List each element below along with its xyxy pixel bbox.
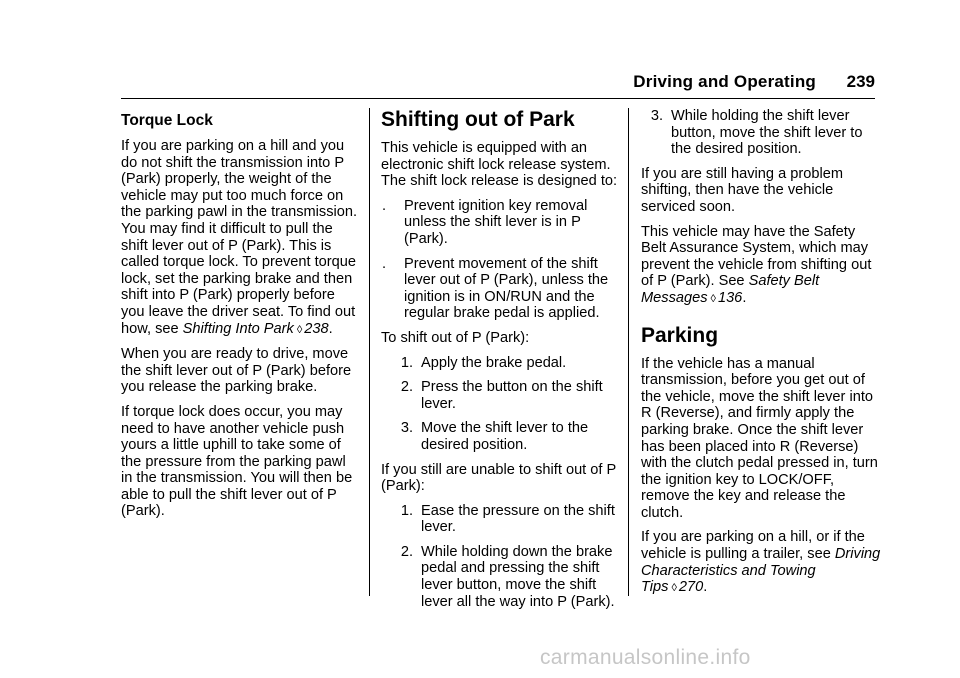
page-ref-number[interactable]: 136 bbox=[717, 289, 743, 306]
paragraph-end: . bbox=[742, 289, 747, 306]
paragraph-text: If you are parking on a hill and you do not shift the transmission into P (Park) properly, the weight of the vehicle may put too much force on the parking pawl in the transmission. You may find it difficult to pull the shift lever out of P (Park). This is called torque lock. To prevent torque lock, set the parking brake and then shift into P (Park) properly before you leave the driver seat. To find out how, see bbox=[121, 138, 358, 337]
hill-parking-paragraph bbox=[641, 529, 881, 596]
header-rule bbox=[121, 98, 875, 99]
problem-paragraph: If you are still having a problem shifting, then have the vehicle serviced soon. bbox=[641, 165, 843, 215]
paragraph-text: If you are parking on a hill, or if the vehicle is pulling a trailer, see bbox=[641, 529, 865, 563]
column-1 bbox=[121, 108, 361, 528]
step-number: 1. bbox=[400, 354, 413, 371]
list-item bbox=[381, 503, 621, 536]
column-divider-1 bbox=[369, 108, 370, 596]
bullet-marker: . bbox=[382, 197, 387, 214]
list-item bbox=[381, 198, 621, 248]
safety-belt-paragraph bbox=[641, 224, 881, 308]
step-text: Ease the pressure on the shift lever. bbox=[421, 502, 615, 536]
page-header bbox=[0, 72, 875, 96]
bullet-text: Prevent ignition key removal unless the shift lever is in P (Park). bbox=[404, 197, 588, 247]
shifting-into-park-link[interactable]: Shifting Into Park bbox=[182, 320, 294, 337]
paragraph-end: . bbox=[328, 320, 333, 337]
column-divider-2 bbox=[628, 108, 629, 596]
shifting-out-of-park-heading: Shifting out of Park bbox=[381, 108, 575, 131]
bullet-marker: . bbox=[382, 255, 387, 272]
watermark: carmanualsonline.info bbox=[540, 646, 751, 669]
step-number: 2. bbox=[400, 543, 413, 560]
page-number: 239 bbox=[846, 72, 875, 91]
page-ref-number[interactable]: 238 bbox=[304, 320, 329, 337]
driving-characteristics-link[interactable]: Driving Characteristics and Towing Tips bbox=[641, 546, 881, 596]
list-item bbox=[641, 108, 881, 158]
parking-heading: Parking bbox=[641, 323, 719, 347]
bullet-text: Prevent movement of the shift lever out of P (Park), unless the ignition is in ON/RUN and the regular brake pedal is applied. bbox=[404, 255, 609, 322]
torque-lock-paragraph-2: When you are ready to drive, move the shift lever out of P (Park) before you release the parking brake. bbox=[121, 346, 352, 396]
page-ref-arrow-icon: ◊ bbox=[296, 323, 303, 336]
section-title: Driving and Operating bbox=[633, 72, 816, 91]
paragraph-end: . bbox=[703, 579, 708, 596]
step-text: While holding the shift lever button, move the shift lever to the desired position. bbox=[671, 108, 863, 158]
step-number: 2. bbox=[400, 379, 413, 396]
unable-intro: If you still are unable to shift out of P (Park): bbox=[381, 461, 616, 495]
step-text: While holding down the brake pedal and pressing the shift lever button, move the shift lever all the way into P (Park). bbox=[421, 543, 615, 610]
page-ref-arrow-icon: ◊ bbox=[671, 582, 677, 595]
list-item bbox=[381, 420, 621, 453]
list-item bbox=[381, 355, 621, 372]
column-3 bbox=[641, 108, 881, 605]
step-number: 3. bbox=[400, 420, 413, 437]
paragraph-text: This vehicle may have the Safety Belt Assurance System, which may prevent the vehicle from shifting out of P (Park). See bbox=[641, 223, 872, 290]
list-item bbox=[381, 379, 621, 412]
step-text: Move the shift lever to the desired position. bbox=[421, 420, 589, 453]
page-ref-number[interactable]: 270 bbox=[678, 579, 704, 596]
page-ref-arrow-icon: ◊ bbox=[710, 292, 716, 305]
column-2 bbox=[381, 108, 621, 618]
torque-lock-heading: Torque Lock bbox=[121, 112, 213, 129]
steps-intro: To shift out of P (Park): bbox=[381, 329, 530, 346]
safety-belt-messages-link[interactable]: Safety Belt Messages bbox=[641, 273, 820, 306]
list-item bbox=[381, 256, 621, 322]
step-text: Press the button on the shift lever. bbox=[421, 379, 603, 412]
step-number: 1. bbox=[400, 502, 413, 519]
list-item bbox=[381, 544, 621, 610]
step-number: 3. bbox=[650, 108, 663, 124]
step-text: Apply the brake pedal. bbox=[421, 354, 567, 371]
manual-transmission-paragraph: If the vehicle has a manual transmission, before you get out of the vehicle, move the shift lever into R (Reverse), and firmly apply the parking brake. Once the shift lever has been placed into R (Reverse) with the clutch pedal pressed in, turn the ignition key to LOCK/OFF, remove the key and release the clutch. bbox=[641, 355, 878, 521]
torque-lock-paragraph-1 bbox=[121, 138, 361, 338]
shift-lock-intro: This vehicle is equipped with an electronic shift lock release system. The shift lock release is designed to: bbox=[381, 140, 618, 190]
torque-lock-paragraph-3: If torque lock does occur, you may need to have another vehicle push yours a little uphill to take some of the pressure from the parking pawl in the transmission. You will then be able to pull the shift lever out of P (Park). bbox=[121, 403, 353, 520]
